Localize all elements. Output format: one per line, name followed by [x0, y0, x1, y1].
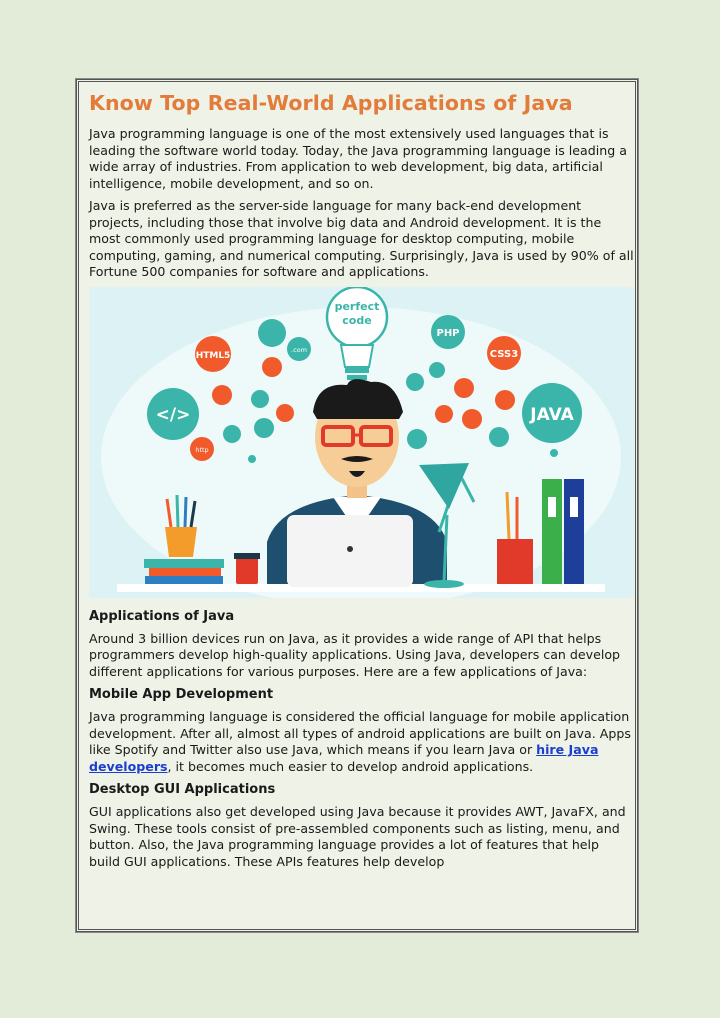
tag-icon: [435, 405, 453, 423]
java-badge-text: JAVA: [530, 404, 574, 425]
intro-paragraph-2: Java is preferred as the server-side language for many back-end development projects, including those that involve big data and Android development. It is the most commonly used programming language for desktop computing, mobile computing, gaming, and numerical computing. Surprisingly, Java is used by 90% of all Fortune 500 companies for software and applications.: [89, 198, 634, 279]
user-icon: [429, 362, 445, 378]
php-badge-text: PHP: [436, 327, 460, 339]
com-badge-text: .com: [291, 345, 307, 354]
mobile-heading: Mobile App Development: [89, 687, 274, 702]
http-badge-text: http: [195, 445, 209, 454]
mobile-paragraph: [89, 709, 634, 775]
java-illustration: [89, 287, 634, 598]
css3-badge-text: CSS3: [489, 348, 519, 360]
applications-paragraph: Around 3 billion devices run on Java, as it provides a wide range of API that helps programmers develop high-quality applications. Using Java, developers can develop different applications for various purposes. Here are a few applications of Java:: [89, 630, 621, 679]
com-badge: [287, 337, 311, 361]
search-icon: [406, 373, 424, 391]
mail-icon: [454, 378, 474, 398]
css3-badge: [487, 336, 521, 370]
code-badge-text: </>: [155, 404, 191, 425]
desktop-heading: Desktop GUI Applications: [89, 782, 276, 797]
database-icon: [489, 427, 509, 447]
globe-icon: [258, 319, 286, 347]
hire-java-developers-link[interactable]: hire Java developers: [89, 742, 599, 774]
laptop: [287, 515, 413, 587]
monitor-icon: [262, 357, 282, 377]
applications-heading: Applications of Java: [89, 608, 235, 624]
chat-icon: [212, 385, 232, 405]
code-badge: [147, 388, 199, 440]
mobile-text-after: , it becomes much easier to develop android applications.: [167, 758, 534, 774]
cart-icon: [254, 418, 274, 438]
grid-icon: [276, 404, 294, 422]
http-badge: [190, 437, 214, 461]
small-dot-right: [550, 449, 558, 457]
document-frame: [76, 79, 638, 932]
settings-icon: [251, 390, 269, 408]
small-dot-left: [248, 455, 256, 463]
mobile-text-before: Java programming language is considered the official language for mobile application development. After all, almost all types of android applications are built on Java. Apps like Spotify and Twitter also use Java, which means if you learn Java or: [89, 709, 631, 757]
book-stack: [144, 559, 224, 584]
php-badge: [431, 315, 465, 349]
html5-badge: [195, 336, 231, 372]
html5-badge-text: HTML5: [195, 350, 231, 361]
bulb-text-2: code: [342, 313, 372, 327]
monitor-right-icon: [407, 429, 427, 449]
intro-paragraph-1: Java programming language is one of the most extensively used languages that is leading the software world today. Today, the Java programming language is leading a wide array of industries. From application to web development, big data, artificial intelligence, mobile development, and so on.: [89, 126, 627, 191]
page-title: Know Top Real-World Applications of Java: [89, 91, 573, 115]
desktop-paragraph: GUI applications also get developed using Java because it provides AWT, JavaFX, and Swing. These tools consist of pre-assembled components such as listing, menu, and button. Also, the Java programming language provides a lot of features that help build GUI applications. These APIs features help develop: [89, 804, 626, 869]
link-icon: [462, 409, 482, 429]
upload-icon: [223, 425, 241, 443]
coffee-cup: [234, 553, 260, 584]
bulb-text-1: perfect: [334, 299, 380, 313]
java-badge: [522, 383, 582, 443]
document-content: [89, 90, 634, 876]
power-icon: [495, 390, 515, 410]
